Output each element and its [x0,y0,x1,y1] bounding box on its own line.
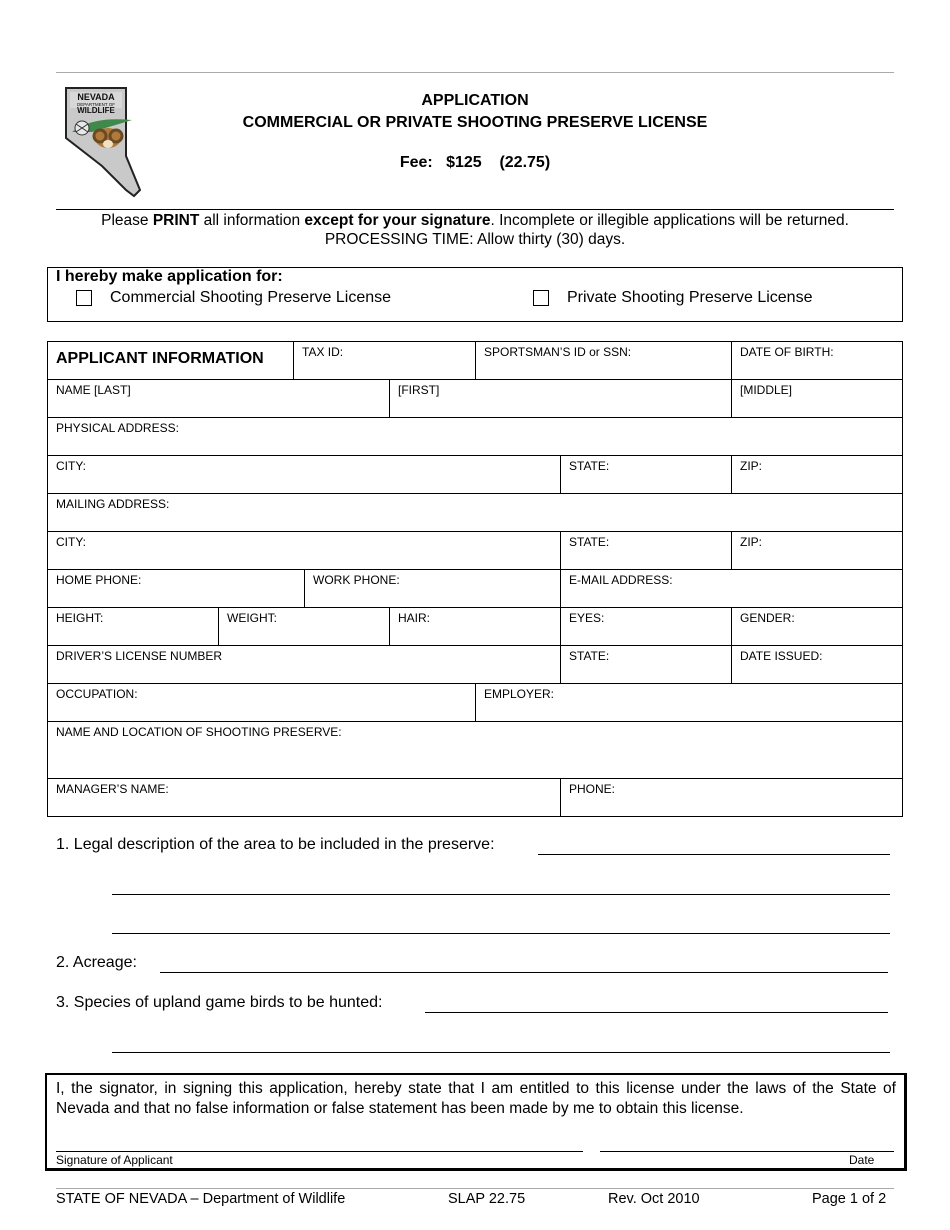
height-field[interactable] [47,607,219,646]
instr-bold-print: PRINT [152,212,200,229]
name-middle-label: [MIDDLE] [740,383,793,397]
occupation-label: OCCUPATION: [56,687,138,701]
form-title: APPLICATION [421,92,529,109]
instr-text-2: all information [199,212,305,229]
date-issued-field[interactable] [731,645,903,684]
tax-id-label: TAX ID: [302,345,344,359]
manager-phone-field[interactable] [560,778,903,817]
date-label: Date [849,1153,875,1167]
email-label: E-MAIL ADDRESS: [569,573,673,587]
question-1: 1. Legal description of the area to be included in the preserve: [56,836,495,853]
commercial-license-checkbox[interactable] [76,290,92,306]
signature-date-line[interactable] [600,1135,894,1152]
footer-agency: STATE OF NEVADA – Department of Wildlife [56,1191,346,1207]
state-label: STATE: [569,459,610,473]
state-label: STATE: [569,649,610,663]
city-label: CITY: [56,535,87,549]
private-license-label: Private Shooting Preserve License [567,289,813,306]
employer-field[interactable] [475,683,903,722]
sportsman-id-field[interactable] [475,341,732,380]
zip-label: ZIP: [740,459,763,473]
home-phone-field[interactable] [47,569,305,608]
nevada-wildlife-logo [62,86,144,198]
svg-text:DEPARTMENT OF: DEPARTMENT OF [76,102,116,107]
question-1-answer-line-2[interactable] [112,876,890,895]
instr-text-3: . Incomplete or illegible applications will be returned. [490,212,849,229]
declaration-box [45,1073,907,1171]
private-license-checkbox[interactable] [533,290,549,306]
hair-label: HAIR: [398,611,431,625]
hair-field[interactable] [389,607,561,646]
mailing-city-field[interactable] [47,531,561,570]
gender-label: GENDER: [740,611,795,625]
species-answer-line-1[interactable] [425,994,888,1013]
name-first-field[interactable] [389,379,732,418]
name-first-label: [FIRST] [398,383,440,397]
name-last-label: NAME [LAST] [56,383,131,397]
physical-city-field[interactable] [47,455,561,494]
preserve-location-field[interactable] [47,721,903,779]
physical-address-label: PHYSICAL ADDRESS: [56,421,179,435]
question-1-answer-line-3[interactable] [112,915,890,934]
weight-label: WEIGHT: [227,611,277,625]
processing-time: PROCESSING TIME: Allow thirty (30) days. [324,231,626,248]
drivers-license-label: DRIVER’S LICENSE NUMBER [56,649,223,663]
species-answer-line-2[interactable] [112,1034,890,1053]
svg-text:WILDLIFE: WILDLIFE [77,106,115,115]
city-label: CITY: [56,459,87,473]
eyes-label: EYES: [569,611,605,625]
employer-label: EMPLOYER: [484,687,555,701]
gender-field[interactable] [731,607,903,646]
eyes-field[interactable] [560,607,732,646]
work-phone-field[interactable] [304,569,561,608]
instr-text-1: Please [101,212,153,229]
signature-label: Signature of Applicant [56,1153,173,1167]
height-label: HEIGHT: [56,611,104,625]
physical-zip-field[interactable] [731,455,903,494]
question-2: 2. Acreage: [56,954,137,971]
fee-amount: Fee: $125 (22.75) [399,154,551,171]
instr-bold-signature: except for your signature [304,212,491,229]
signature-line[interactable] [56,1135,583,1152]
work-phone-label: WORK PHONE: [313,573,400,587]
home-phone-label: HOME PHONE: [56,573,142,587]
declaration-text: I, the signator, in signing this application, hereby state that I am entitled to this license under the laws of the State of Nevada and that no false information or false statement has been made by me to obtain this license. [56,1080,896,1117]
mailing-state-field[interactable] [560,531,732,570]
occupation-field[interactable] [47,683,476,722]
footer-divider [56,1188,894,1189]
drivers-license-field[interactable] [47,645,561,684]
application-type-box [47,267,903,322]
question-3: 3. Species of upland game birds to be hunted: [56,994,383,1011]
manager-name-field[interactable] [47,778,561,817]
sportsman-id-label: SPORTSMAN’S ID or SSN: [484,345,632,359]
commercial-license-label: Commercial Shooting Preserve License [110,289,392,306]
physical-state-field[interactable] [560,455,732,494]
mailing-zip-field[interactable] [731,531,903,570]
application-type-heading: I hereby make application for: [56,268,283,285]
date-of-birth-label: DATE OF BIRTH: [740,345,834,359]
form-subtitle: COMMERCIAL OR PRIVATE SHOOTING PRESERVE LICENSE [242,114,708,131]
date-of-birth-field[interactable] [731,341,903,380]
license-state-field[interactable] [560,645,732,684]
acreage-answer-line[interactable] [160,954,888,973]
phone-label: PHONE: [569,782,616,796]
name-last-field[interactable] [47,379,390,418]
top-divider [56,72,894,73]
tax-id-field[interactable] [293,341,476,380]
zip-label: ZIP: [740,535,763,549]
state-label: STATE: [569,535,610,549]
physical-address-field[interactable] [47,417,903,456]
email-field[interactable] [560,569,903,608]
applicant-info-heading: APPLICANT INFORMATION [47,341,294,380]
footer-form-id: SLAP 22.75 [448,1191,526,1207]
manager-name-label: MANAGER’S NAME: [56,782,169,796]
preserve-location-label: NAME AND LOCATION OF SHOOTING PRESERVE: [56,725,342,739]
footer-page-number: Page 1 of 2 [812,1191,887,1207]
instructions-divider [56,209,894,210]
svg-text:NEVADA: NEVADA [77,92,115,102]
mailing-address-field[interactable] [47,493,903,532]
instructions [40,211,910,249]
mailing-address-label: MAILING ADDRESS: [56,497,170,511]
name-middle-field[interactable] [731,379,903,418]
weight-field[interactable] [218,607,390,646]
date-issued-label: DATE ISSUED: [740,649,823,663]
question-1-answer-line-1[interactable] [538,836,890,855]
footer-revision: Rev. Oct 2010 [608,1191,700,1207]
